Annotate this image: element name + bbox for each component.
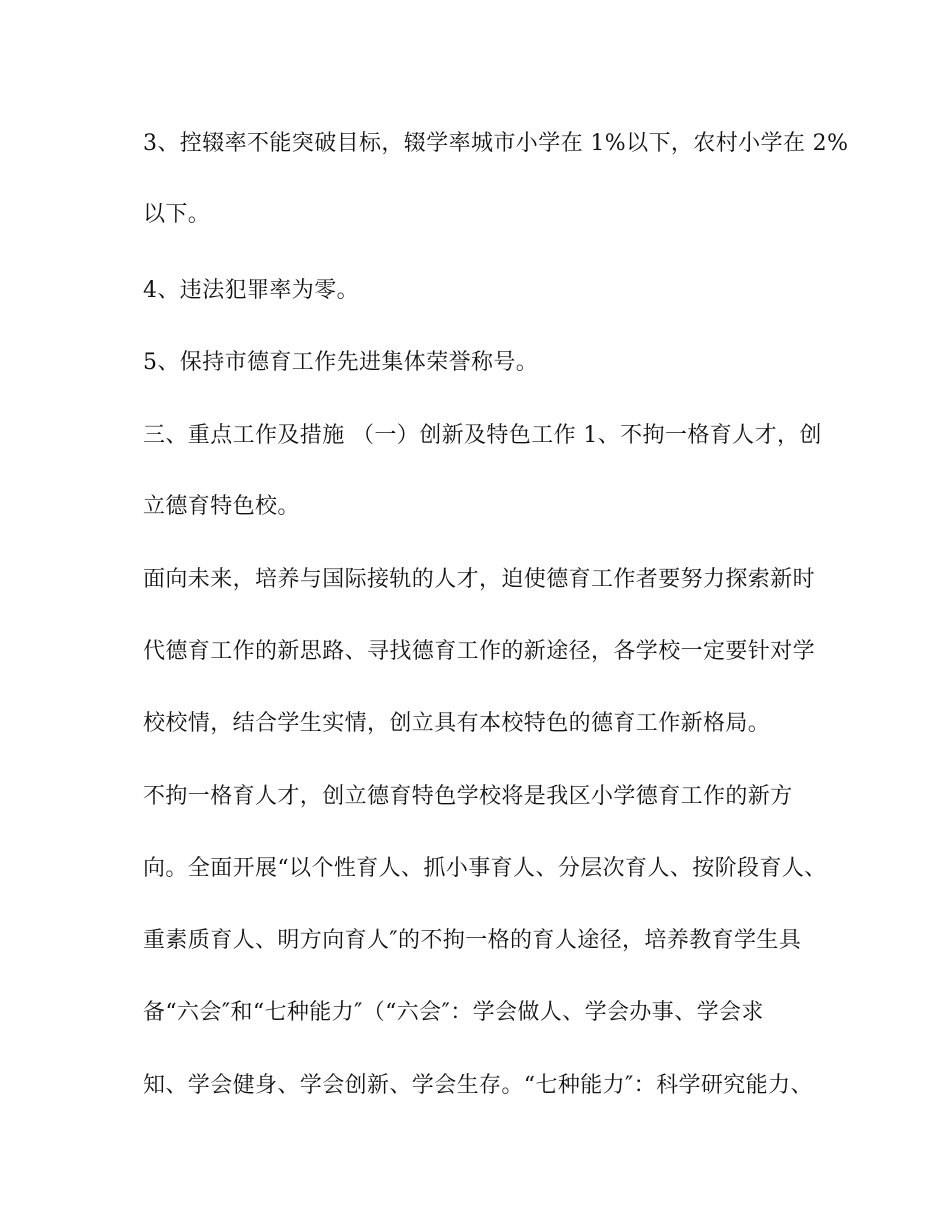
text-line-13: 备“六会″和“七种能力″（“六会″：学会做人、学会办事、学会求 <box>143 1000 764 1025</box>
text-line-9: 校校情，结合学生实情，创立具有本校特色的德育工作新格局。 <box>143 711 771 736</box>
text-line-11: 向。全面开展“以个性育人、抓小事育人、分层次育人、按阶段育人、 <box>143 856 827 881</box>
text-line-10: 不拘一格育人才，创立德育特色学校将是我区小学德育工作的新方 <box>143 784 793 809</box>
text-line-14: 知、学会健身、学会创新、学会生存。“七种能力″：科学研究能力、 <box>143 1073 813 1098</box>
text-line-5: 三、重点工作及措施 （一）创新及特色工作 1、不拘一格育人才，创 <box>143 423 822 448</box>
text-line-8: 代德育工作的新思路、寻找德育工作的新途径，各学校一定要针对学 <box>143 639 816 664</box>
text-line-3: 4、违法犯罪率为零。 <box>143 278 359 303</box>
text-line-6: 立德育特色校。 <box>143 494 300 519</box>
text-line-12: 重素质育人、明方向育人″的不拘一格的育人途径，培养教育学生具 <box>143 928 802 953</box>
text-line-1: 3、控辍率不能突破目标，辍学率城市小学在 1%以下，农村小学在 2% <box>143 131 849 156</box>
text-line-7: 面向未来，培养与国际接轨的人才，迫使德育工作者要努力探索新时 <box>143 567 816 592</box>
text-line-2: 以下。 <box>143 202 211 227</box>
text-line-4: 5、保持市德育工作先进集体荣誉称号。 <box>143 350 539 375</box>
